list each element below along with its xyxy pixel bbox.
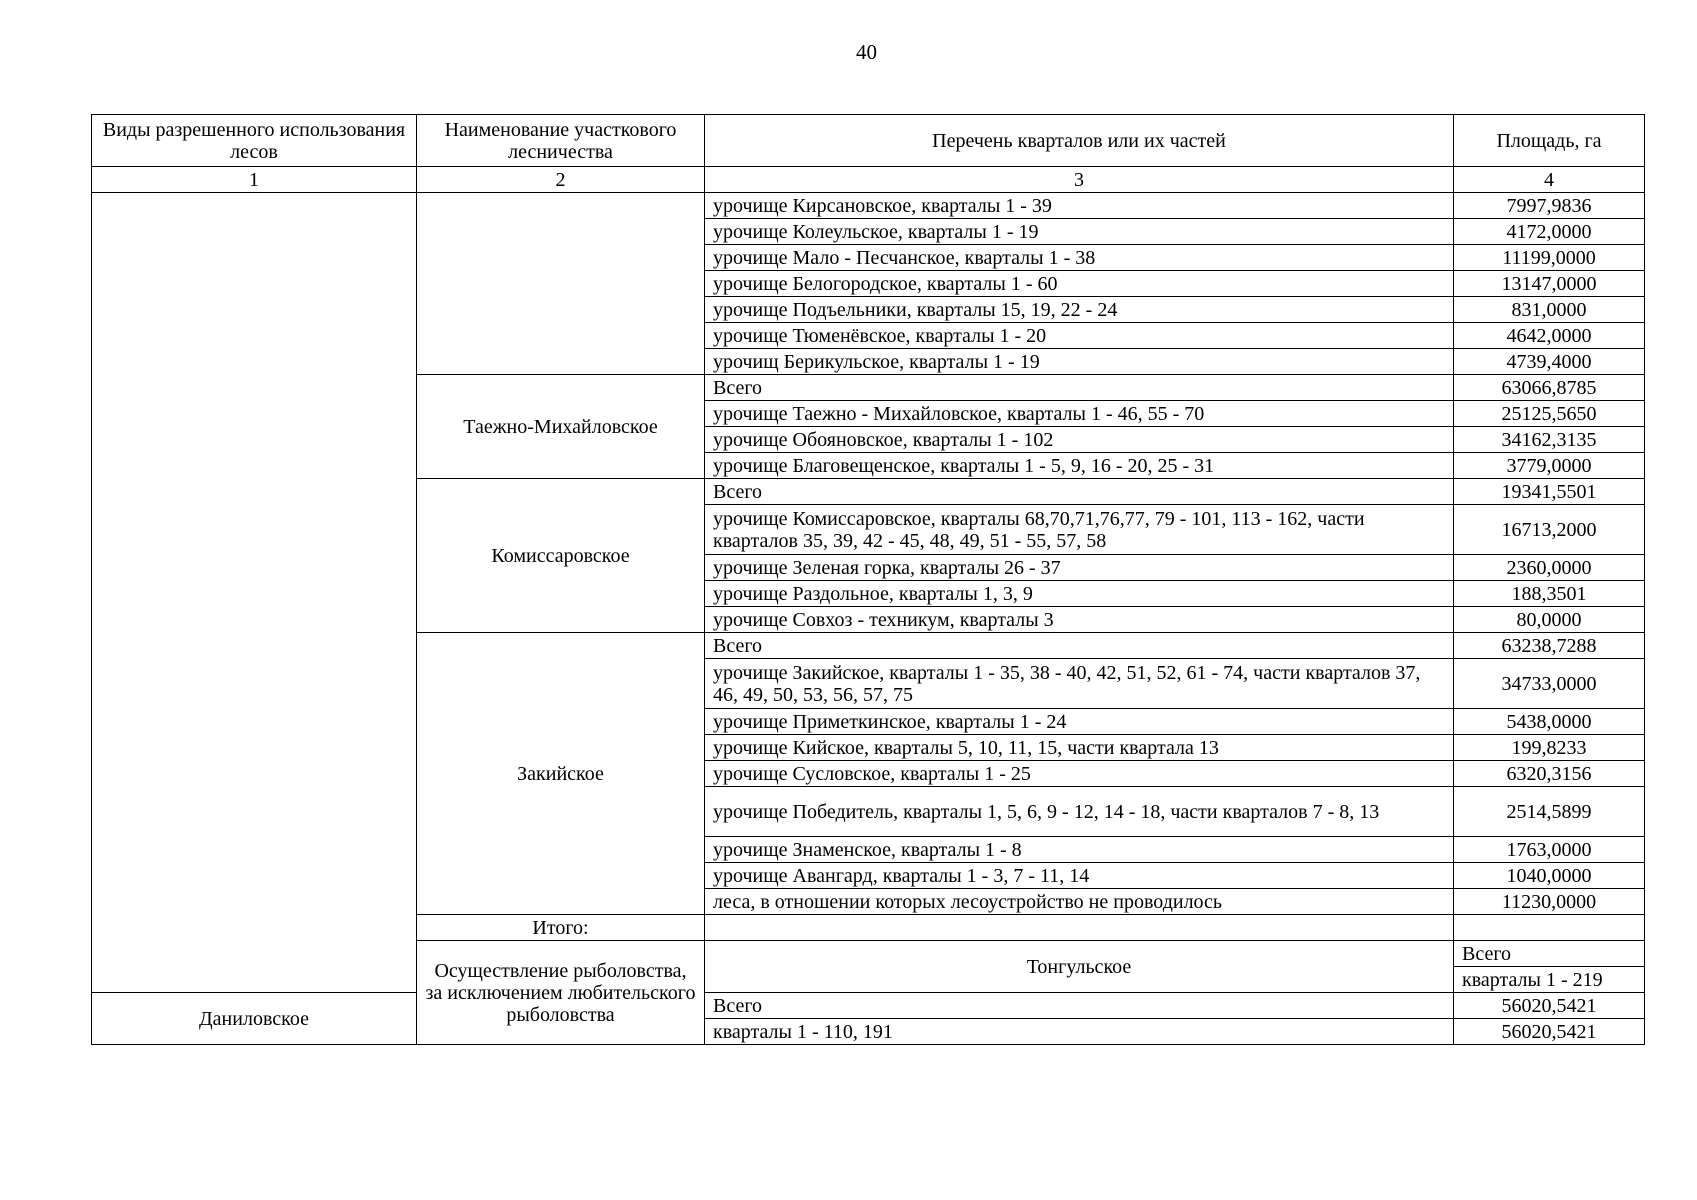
area-cell: 11230,0000 [1454,889,1645,915]
header-area: Площадь, га [1454,115,1645,167]
header-use-type: Виды разрешенного использования лесов [92,115,417,167]
quarters-cell: урочище Обояновское, кварталы 1 - 102 [705,427,1454,453]
area-cell: 63238,7288 [1454,633,1645,659]
use-type-fishing: Осуществление рыболовства, за исключением любительского рыболовства [417,941,705,1045]
area-cell: 1040,0000 [1454,863,1645,889]
forestry-name-komissarovskoe: Комиссаровское [417,479,705,633]
area-cell: 63066,8785 [1454,375,1645,401]
quarters-cell: урочище Комиссаровское, кварталы 68,70,71,76,77, 79 - 101, 113 - 162, части кварталов 35, 39, 42 - 45, 48, 49, 51 - 55, 57, 58 [705,505,1454,555]
quarters-cell: Всего [705,479,1454,505]
quarters-cell: Всего [705,375,1454,401]
area-cell: 4642,0000 [1454,323,1645,349]
quarters-cell: урочище Раздольное, кварталы 1, 3, 9 [705,581,1454,607]
header-forestry-name: Наименование участкового лесничества [417,115,705,167]
quarters-cell: урочище Таежно - Михайловское, кварталы 1 - 46, 55 - 70 [705,401,1454,427]
total-label: Итого: [417,915,705,941]
quarters-cell: леса, в отношении которых лесоустройство не проводилось [705,889,1454,915]
quarters-cell: урочище Мало - Песчанское, кварталы 1 - 38 [705,245,1454,271]
empty-cell [1454,915,1645,941]
area-cell: 2360,0000 [1454,555,1645,581]
column-number-row [92,167,1645,193]
area-cell: 25125,5650 [1454,401,1645,427]
area-cell: 7997,9836 [1454,193,1645,219]
header-quarters-list: Перечень кварталов или их частей [705,115,1454,167]
area-cell: 3779,0000 [1454,453,1645,479]
quarters-cell: урочище Совхоз - техникум, кварталы 3 [705,607,1454,633]
table-row [92,193,1645,219]
area-cell: 56020,5421 [1454,1019,1645,1045]
area-cell: 34733,0000 [1454,659,1645,709]
area-cell: 2514,5899 [1454,787,1645,837]
area-cell: 188,3501 [1454,581,1645,607]
forestry-cell-empty [417,193,705,375]
area-cell: 199,8233 [1454,735,1645,761]
table-row [92,993,1645,1019]
forest-quarters-table [91,114,1645,1045]
area-cell: 6320,3156 [1454,761,1645,787]
quarters-cell: урочище Зеленая горка, кварталы 26 - 37 [705,555,1454,581]
column-number: 1 [92,167,417,193]
forestry-name-zakiyskoe: Закийское [417,633,705,915]
quarters-cell: урочище Белогородское, кварталы 1 - 60 [705,271,1454,297]
quarters-cell: урочище Авангард, кварталы 1 - 3, 7 - 11, 14 [705,863,1454,889]
quarters-cell: урочище Приметкинское, кварталы 1 - 24 [705,709,1454,735]
quarters-cell: урочище Знаменское, кварталы 1 - 8 [705,837,1454,863]
quarters-cell: урочище Победитель, кварталы 1, 5, 6, 9 - 12, 14 - 18, части кварталов 7 - 8, 13 [705,787,1454,837]
forestry-name-danilovskoe: Даниловское [92,993,417,1045]
quarters-cell: Всего [705,993,1454,1019]
area-cell: 16713,2000 [1454,505,1645,555]
area-cell: 1763,0000 [1454,837,1645,863]
area-cell: 56020,5421 [1454,993,1645,1019]
quarters-cell: Всего [705,633,1454,659]
quarters-cell: урочищ Берикульское, кварталы 1 - 19 [705,349,1454,375]
quarters-cell: урочище Кийское, кварталы 5, 10, 11, 15, части квартала 13 [705,735,1454,761]
area-cell: 80,0000 [1454,607,1645,633]
area-cell: 11199,0000 [1454,245,1645,271]
area-cell: 4172,0000 [1454,219,1645,245]
quarters-cell: кварталы 1 - 110, 191 [705,1019,1454,1045]
page-number: 40 [856,40,877,64]
quarters-cell: кварталы 1 - 219 [1454,967,1645,993]
quarters-cell: Всего [1454,941,1645,967]
column-number: 4 [1454,167,1645,193]
use-type-cell-empty [92,193,417,993]
area-cell: 831,0000 [1454,297,1645,323]
column-number: 2 [417,167,705,193]
column-number: 3 [705,167,1454,193]
area-cell: 13147,0000 [1454,271,1645,297]
quarters-cell: урочище Подъельники, кварталы 15, 19, 22 - 24 [705,297,1454,323]
quarters-cell: урочище Сусловское, кварталы 1 - 25 [705,761,1454,787]
header-row [92,115,1645,167]
quarters-cell: урочище Кирсановское, кварталы 1 - 39 [705,193,1454,219]
quarters-cell: урочище Колеульское, кварталы 1 - 19 [705,219,1454,245]
area-cell: 19341,5501 [1454,479,1645,505]
quarters-cell: урочище Благовещенское, кварталы 1 - 5, 9, 16 - 20, 25 - 31 [705,453,1454,479]
area-cell: 34162,3135 [1454,427,1645,453]
quarters-cell: урочище Тюменёвское, кварталы 1 - 20 [705,323,1454,349]
area-cell: 4739,4000 [1454,349,1645,375]
area-cell: 5438,0000 [1454,709,1645,735]
quarters-cell: урочище Закийское, кварталы 1 - 35, 38 - 40, 42, 51, 52, 61 - 74, части кварталов 37, 46, 49, 50, 53, 56, 57, 75 [705,659,1454,709]
forestry-name-tongulskoe: Тонгульское [705,941,1454,993]
empty-cell [705,915,1454,941]
forestry-name-taezhno: Таежно-Михайловское [417,375,705,479]
